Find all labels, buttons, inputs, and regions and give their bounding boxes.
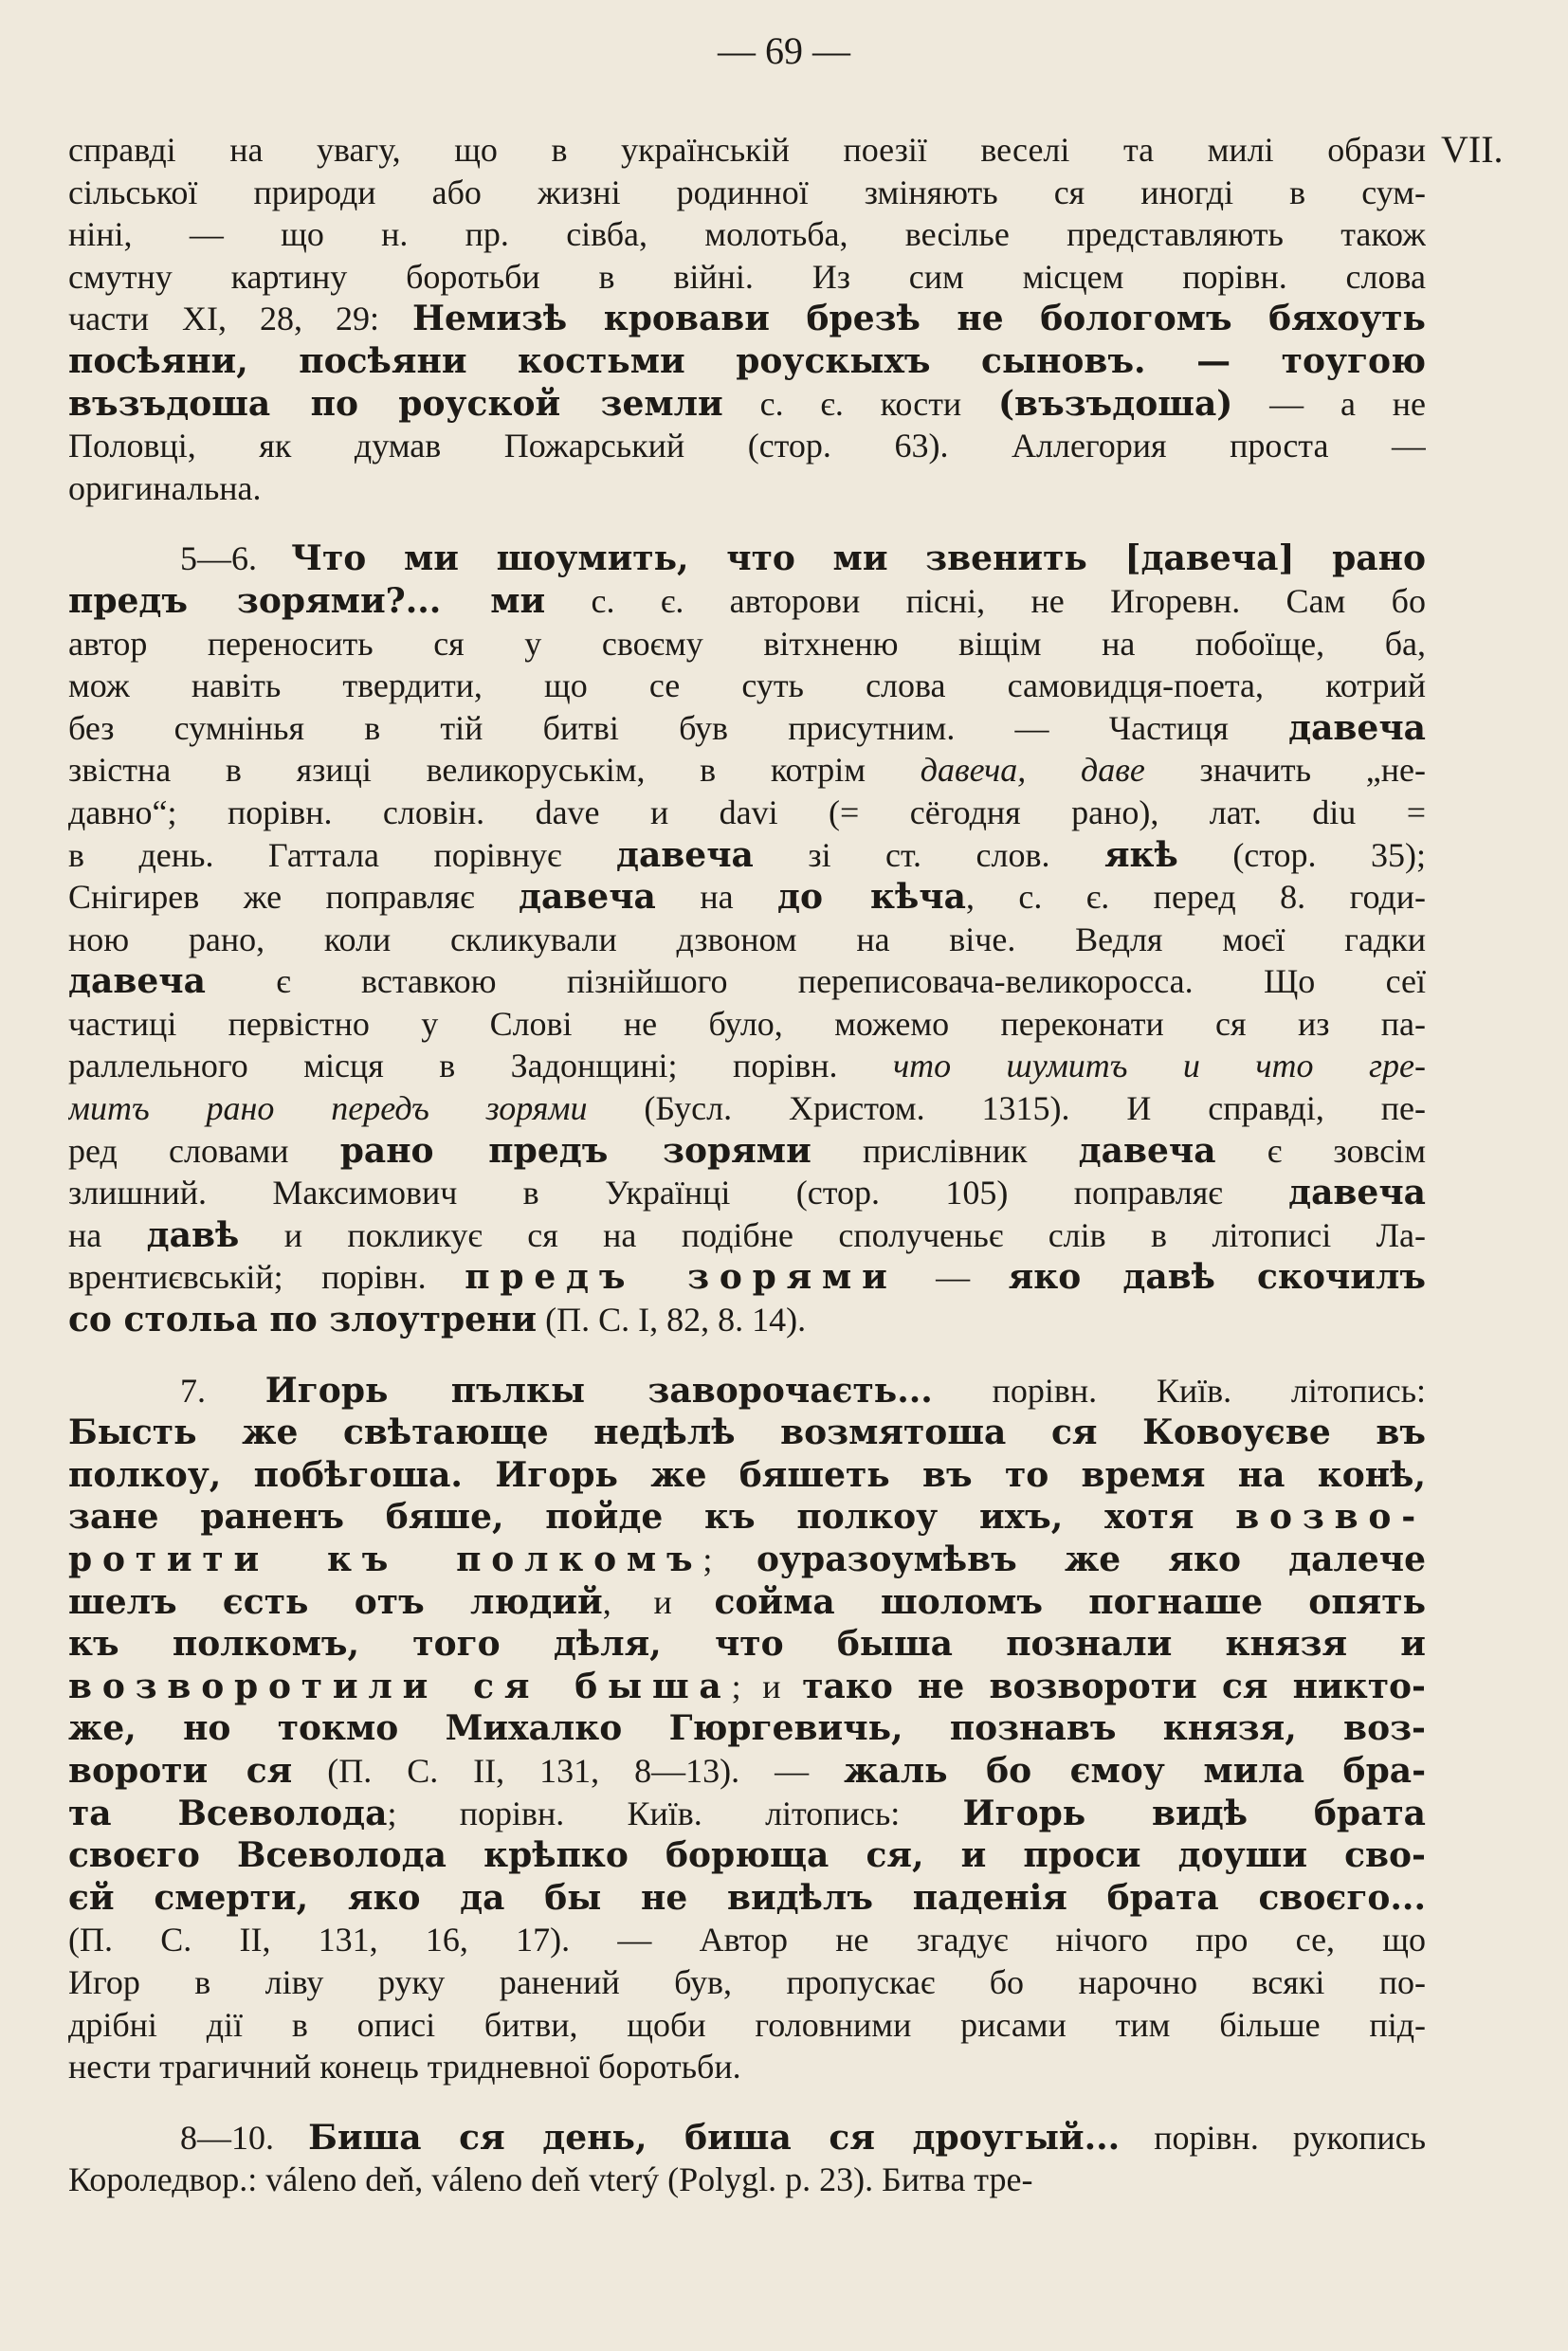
text-span: є вставкою пізнійшого переписовача-великоросса. Що сеї xyxy=(205,962,1426,1001)
text-span: сільської природи або жизні родинної зміняють ся иногді в сум- xyxy=(68,173,1426,211)
text-span: прислівник xyxy=(811,1131,1079,1170)
text-span: (стор. 35); xyxy=(1177,835,1426,874)
text-line xyxy=(68,1581,1426,1624)
text-span: порівн. Київ. літопись: xyxy=(932,1371,1426,1410)
text-span: частиці первістно у Слові не було, можемо переконати ся из па- xyxy=(68,1004,1426,1043)
text-line xyxy=(68,2046,1426,2088)
text-span: (П. С. II, 131, 8—13). — xyxy=(292,1751,845,1790)
church-slavonic-quote: Что ми шоумить, что ми звенить [давеча] рано xyxy=(291,538,1426,579)
paragraph-gap xyxy=(68,2088,1426,2117)
page-number: — 69 — xyxy=(718,29,850,72)
church-slavonic-quote: Игорь пълкы заворочаєть... xyxy=(264,1370,933,1411)
text-span: давно“; порівн. словін. dave и davi (= сёгодня рано), лат. diu = xyxy=(68,793,1426,831)
church-slavonic-quote: давеча xyxy=(68,961,206,1002)
church-slavonic-quote: жаль бо ємоу мила бра- xyxy=(844,1750,1426,1791)
text-span: злишний. Максимович в Українці (стор. 105) поправляє xyxy=(68,1174,1289,1212)
text-line xyxy=(68,580,1426,623)
paragraph xyxy=(68,538,1426,1340)
church-slavonic-quote: посѣяни, посѣяни костьми роускыхъ сыновъ. — тоугою xyxy=(68,340,1426,381)
text-span: звістна в язиці великоруськім, в котрім xyxy=(68,751,921,790)
text-span: ; xyxy=(702,1540,757,1578)
text-line xyxy=(68,1750,1426,1793)
text-line xyxy=(68,172,1426,214)
text-span: раллельного місця в Задонщині; порівн. xyxy=(68,1047,893,1085)
text-span: Короледвор.: váleno deň, váleno deň vterý (Polygl. p. 23). Битва тре- xyxy=(68,2160,1033,2199)
church-slavonic-quote: Немизѣ кровави брезѣ не бологомъ бяхоуть xyxy=(412,299,1426,339)
text-span: є зовсім xyxy=(1215,1131,1426,1170)
church-slavonic-quote: къ полкомъ, того дѣля, что быша познали князя и xyxy=(68,1624,1426,1665)
church-slavonic-quote: оуразоумѣвъ же яко далече xyxy=(757,1540,1426,1579)
church-slavonic-quote: давеча xyxy=(1288,707,1426,748)
text-line xyxy=(68,834,1426,877)
text-line xyxy=(68,876,1426,919)
text-span: с. є. кости xyxy=(722,384,999,423)
text-span: автор переносить ся у своєму вітхненю віщім на побоїще, ба, xyxy=(68,624,1426,663)
church-slavonic-quote: до кѣча xyxy=(777,877,966,918)
church-slavonic-quote: возворотили ся быша xyxy=(68,1666,732,1706)
text-span: дрібні дії в описі битви, щоби головними рисами тим більше під- xyxy=(68,2005,1426,2044)
text-line xyxy=(68,1496,1426,1539)
text-line xyxy=(68,1087,1426,1130)
text-line xyxy=(68,707,1426,750)
text-line xyxy=(68,749,1426,792)
text-line xyxy=(68,2117,1426,2160)
church-slavonic-quote: Бысть же свѣтающе недѣлѣ возмятоша ся Ковоуєве въ xyxy=(68,1412,1426,1453)
text-span: ніні, — що н. пр. сівба, молотьба, весілье представляють також xyxy=(68,215,1426,254)
italic-quote: что шумитъ и что гре- xyxy=(892,1047,1426,1085)
text-span: без сумнінья в тій битві був присутним. — Частиця xyxy=(68,708,1289,747)
text-line xyxy=(68,1454,1426,1497)
text-span: 7. xyxy=(180,1371,265,1410)
text-span: мож навіть твердити, що се суть слова самовидця-поета, котрий xyxy=(68,666,1426,705)
church-slavonic-quote: давѣ xyxy=(146,1214,240,1255)
text-line xyxy=(68,1623,1426,1666)
text-line xyxy=(68,383,1426,426)
text-line xyxy=(68,623,1426,665)
text-line xyxy=(68,665,1426,707)
text-line xyxy=(68,1172,1426,1214)
italic-quote: давеча, даве xyxy=(920,751,1145,790)
text-span: ред словами xyxy=(68,1131,340,1170)
text-span: значить „не- xyxy=(1144,751,1426,790)
text-span: оригинальна. xyxy=(68,468,262,507)
text-line xyxy=(68,1256,1426,1299)
church-slavonic-quote: тако не возвороти ся никто- xyxy=(802,1666,1426,1706)
church-slavonic-quote: своєго Всеволода крѣпко борюща ся, и проси доуши сво- xyxy=(68,1835,1426,1876)
text-span: ; и xyxy=(731,1667,803,1705)
church-slavonic-quote: рано предъ зорями xyxy=(339,1130,811,1171)
paragraph-gap xyxy=(68,1341,1426,1370)
text-span: на xyxy=(68,1215,147,1254)
church-slavonic-quote: давеча xyxy=(518,877,656,918)
church-slavonic-quote: яко давѣ скочилъ xyxy=(1008,1257,1426,1298)
text-line xyxy=(68,2159,1426,2201)
text-line xyxy=(68,1961,1426,2004)
text-line xyxy=(68,1299,1426,1341)
text-span: ; порівн. Київ. літопись: xyxy=(387,1794,963,1832)
church-slavonic-quote: възъдоша по роуской земли xyxy=(68,383,723,424)
text-line xyxy=(68,1412,1426,1454)
church-slavonic-quote: та Всеволода xyxy=(68,1793,388,1833)
text-line xyxy=(68,1834,1426,1877)
text-line xyxy=(68,256,1426,299)
church-slavonic-quote: же, но токмо Михалко Гюргевичь, познавъ князя, воз- xyxy=(68,1708,1426,1749)
church-slavonic-quote: єй смерти, яко да бы не видѣлъ паденія брата своєго... xyxy=(68,1877,1426,1918)
text-span: — а не xyxy=(1232,384,1426,423)
text-span: в день. Гаттала порівнує xyxy=(68,835,616,874)
text-span: 8—10. xyxy=(180,2118,309,2157)
paragraph xyxy=(68,2117,1426,2201)
church-slavonic-quote: шелъ єсть отъ людий xyxy=(68,1581,603,1622)
church-slavonic-quote: давеча xyxy=(1078,1130,1216,1171)
text-line xyxy=(68,538,1426,580)
text-line xyxy=(68,425,1426,467)
text-span: — xyxy=(897,1258,1009,1297)
text-span: справді на увагу, що в українській поезії веселі та милі образи xyxy=(68,131,1426,169)
church-slavonic-quote: ротити къ полкомъ xyxy=(68,1540,703,1579)
church-slavonic-quote: якѣ xyxy=(1103,834,1178,875)
paragraph-gap xyxy=(68,509,1426,538)
page-body xyxy=(68,129,1426,2201)
church-slavonic-quote: давеча xyxy=(1288,1173,1426,1213)
text-line xyxy=(68,1130,1426,1173)
text-span: Снігирев же поправляє xyxy=(68,878,519,917)
church-slavonic-quote: сойма шоломъ погнаше опять xyxy=(714,1581,1426,1622)
text-span: врентиєвській; порівн. xyxy=(68,1258,465,1297)
text-line xyxy=(68,1045,1426,1087)
text-line xyxy=(68,919,1426,961)
text-span: , с. є. перед 8. годи- xyxy=(965,878,1426,917)
text-span: и покликує ся на подібне сполученьє слів в літописі Ла- xyxy=(239,1215,1426,1254)
text-span: ною рано, коли скликували дзвоном на віче. Ведля моєї гадки xyxy=(68,920,1426,958)
text-line xyxy=(68,467,1426,510)
church-slavonic-quote: возво- xyxy=(1235,1497,1426,1538)
text-line xyxy=(68,1370,1426,1412)
text-span: нести трагичний конець тридневної боротьби. xyxy=(68,2048,741,2087)
text-span: зі ст. слов. xyxy=(753,835,1104,874)
text-line xyxy=(68,129,1426,172)
text-line xyxy=(68,1539,1426,1581)
text-span: 5—6. xyxy=(180,539,292,578)
text-span: порівн. рукопись xyxy=(1120,2118,1426,2157)
text-span: , и xyxy=(602,1582,715,1621)
church-slavonic-quote: зане раненъ бяше, пойде къ полкоу ихъ, хотя xyxy=(68,1497,1236,1538)
text-line xyxy=(68,1793,1426,1835)
church-slavonic-quote: предъ зорями?... ми xyxy=(68,580,546,621)
text-span: (П. С. І, 82, 8. 14). xyxy=(537,1301,807,1340)
text-line xyxy=(68,298,1426,340)
text-span: с. є. авторови пісні, не Игоревн. Сам бо xyxy=(545,581,1426,620)
text-span: (Бусл. Христом. 1315). И справді, пе- xyxy=(587,1089,1426,1128)
text-line xyxy=(68,340,1426,383)
italic-quote: митъ рано передъ зорями xyxy=(68,1089,588,1128)
paragraph xyxy=(68,1370,1426,2088)
text-line xyxy=(68,2004,1426,2047)
church-slavonic-quote: Игорь видѣ брата xyxy=(962,1793,1426,1833)
church-slavonic-quote: давеча xyxy=(615,834,754,875)
church-slavonic-quote: предъ зорями xyxy=(465,1257,898,1298)
church-slavonic-quote: полкоу, побѣгоша. Игорь же бяшеть въ то время на конѣ, xyxy=(68,1454,1426,1495)
text-span: Игор в ліву руку ранений був, пропускає бо нарочно всякі по- xyxy=(68,1962,1426,2001)
paragraph xyxy=(68,129,1426,509)
text-line xyxy=(68,1003,1426,1046)
text-line xyxy=(68,792,1426,834)
church-slavonic-quote: со стольа по злоутрени xyxy=(68,1300,538,1340)
text-span: смутну картину боротьби в війні. Из сим місцем порівн. слова xyxy=(68,257,1426,296)
text-line xyxy=(68,1214,1426,1257)
text-span: (П. С. II, 131, 16, 17). — Автор не згадує нічого про се, що xyxy=(68,1921,1426,1959)
church-slavonic-quote: (възъдоша) xyxy=(998,383,1233,424)
text-line xyxy=(68,1707,1426,1750)
text-span: части XI, 28, 29: xyxy=(68,300,413,338)
text-line xyxy=(68,1877,1426,1920)
chapter-marker: VII. xyxy=(1441,128,1504,171)
text-span: Половці, як думав Пожарський (стор. 63). Аллегория проста — xyxy=(68,427,1426,465)
text-span: на xyxy=(655,878,777,917)
text-line xyxy=(68,1919,1426,1961)
text-line xyxy=(68,960,1426,1003)
text-line xyxy=(68,1666,1426,1708)
church-slavonic-quote: Биша ся день, биша ся дроугый... xyxy=(308,2117,1121,2158)
text-line xyxy=(68,213,1426,256)
church-slavonic-quote: вороти ся xyxy=(68,1750,293,1791)
